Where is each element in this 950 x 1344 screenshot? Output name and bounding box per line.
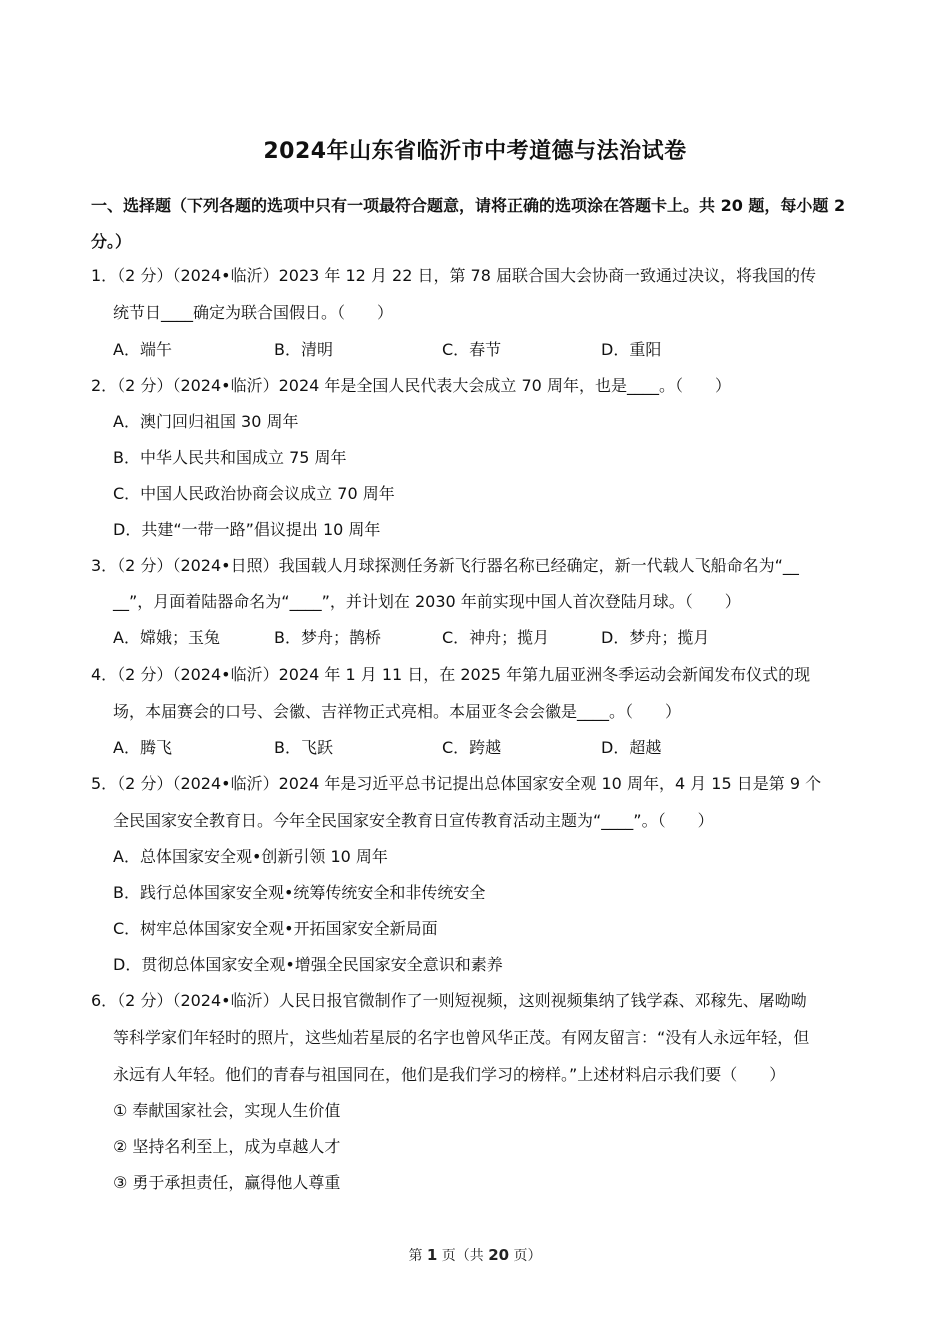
option-b: B．飞跃: [274, 738, 333, 757]
option-a: A．嫦娥；玉兔: [113, 628, 220, 647]
footer-total-pages: 20: [488, 1246, 510, 1264]
question-5-option-d: D．贯彻总体国家安全观•增强全民国家安全意识和素养: [113, 955, 503, 974]
question-3-line-2: __”，月面着陆器命名为“____”，并计划在 2030 年前实现中国人首次登陆月球。（ ）: [113, 592, 741, 611]
option-b: B．梦舟；鹊桥: [274, 628, 381, 647]
option-d: D．梦舟；揽月: [601, 628, 710, 647]
option-d: D．超越: [601, 738, 662, 757]
question-6-statement-3: ③ 勇于承担责任，赢得他人尊重: [113, 1173, 341, 1192]
question-4-line-2: 场，本届赛会的口号、会徽、吉祥物正式亮相。本届亚冬会会徽是____。（ ）: [113, 702, 682, 721]
question-5-option-b: B．践行总体国家安全观•统筹传统安全和非传统安全: [113, 883, 486, 902]
question-2-line-1: 2．（2 分）（2024•临沂）2024 年是全国人民代表大会成立 70 周年，也是____。（ ）: [91, 376, 731, 395]
option-b: B．清明: [274, 340, 333, 359]
page-title: 2024年山东省临沂市中考道德与法治试卷: [263, 139, 687, 164]
question-6-statement-2: ② 坚持名利至上，成为卓越人才: [113, 1137, 341, 1156]
footer-middle: 页（共: [437, 1248, 489, 1264]
option-a: A．端午: [113, 340, 172, 359]
question-2-option-b: B．中华人民共和国成立 75 周年: [113, 448, 347, 467]
question-6-line-2: 等科学家们年轻时的照片，这些灿若星辰的名字也曾风华正茂。有网友留言：“没有人永远年轻，但: [113, 1028, 810, 1047]
question-3-line-1: 3．（2 分）（2024•日照）我国载人月球探测任务新飞行器名称已经确定，新一代载人飞船命名为“__: [91, 556, 799, 575]
question-1-line-2: 统节日____确定为联合国假日。（ ）: [113, 303, 394, 322]
question-6-line-1: 6．（2 分）（2024•临沂）人民日报官微制作了一则短视频，这则视频集纳了钱学森、邓稼先、屠呦呦: [91, 991, 807, 1010]
option-c: C．跨越: [442, 738, 502, 757]
question-6-statement-1: ① 奉献国家社会，实现人生价值: [113, 1101, 341, 1120]
footer-prefix: 第: [408, 1248, 427, 1264]
footer-suffix: 页）: [509, 1248, 542, 1264]
option-c: C．春节: [442, 340, 502, 359]
question-1-line-1: 1．（2 分）（2024•临沂）2023 年 12 月 22 日，第 78 届联合国大会协商一致通过决议，将我国的传: [91, 266, 817, 285]
question-5-option-a: A．总体国家安全观•创新引领 10 周年: [113, 847, 388, 866]
question-2-option-d: D．共建“一带一路”倡议提出 10 周年: [113, 520, 381, 539]
question-2-option-a: A．澳门回归祖国 30 周年: [113, 412, 299, 431]
section-heading: 一、选择题（下列各题的选项中只有一项最符合题意，请将正确的选项涂在答题卡上。共 20 题，每小题 2 分。）: [91, 196, 846, 251]
question-2-option-c: C．中国人民政治协商会议成立 70 周年: [113, 484, 395, 503]
question-6-line-3: 永远有人年轻。他们的青春与祖国同在，他们是我们学习的榜样。”上述材料启示我们要（ ）: [113, 1065, 786, 1084]
question-5-line-1: 5．（2 分）（2024•临沂）2024 年是习近平总书记提出总体国家安全观 10 周年，4 月 15 日是第 9 个: [91, 774, 822, 793]
footer-page-number: 1: [426, 1246, 438, 1264]
option-d: D．重阳: [601, 340, 662, 359]
question-5-option-c: C．树牢总体国家安全观•开拓国家安全新局面: [113, 919, 438, 938]
question-5-line-2: 全民国家安全教育日。今年全民国家安全教育日宣传教育活动主题为“____”。（ ）: [113, 811, 714, 830]
page-footer: [0, 1245, 950, 1265]
question-4-line-1: 4．（2 分）（2024•临沂）2024 年 1 月 11 日，在 2025 年第九届亚洲冬季运动会新闻发布仪式的现: [91, 665, 811, 684]
option-c: C．神舟；揽月: [442, 628, 550, 647]
option-a: A．腾飞: [113, 738, 172, 757]
